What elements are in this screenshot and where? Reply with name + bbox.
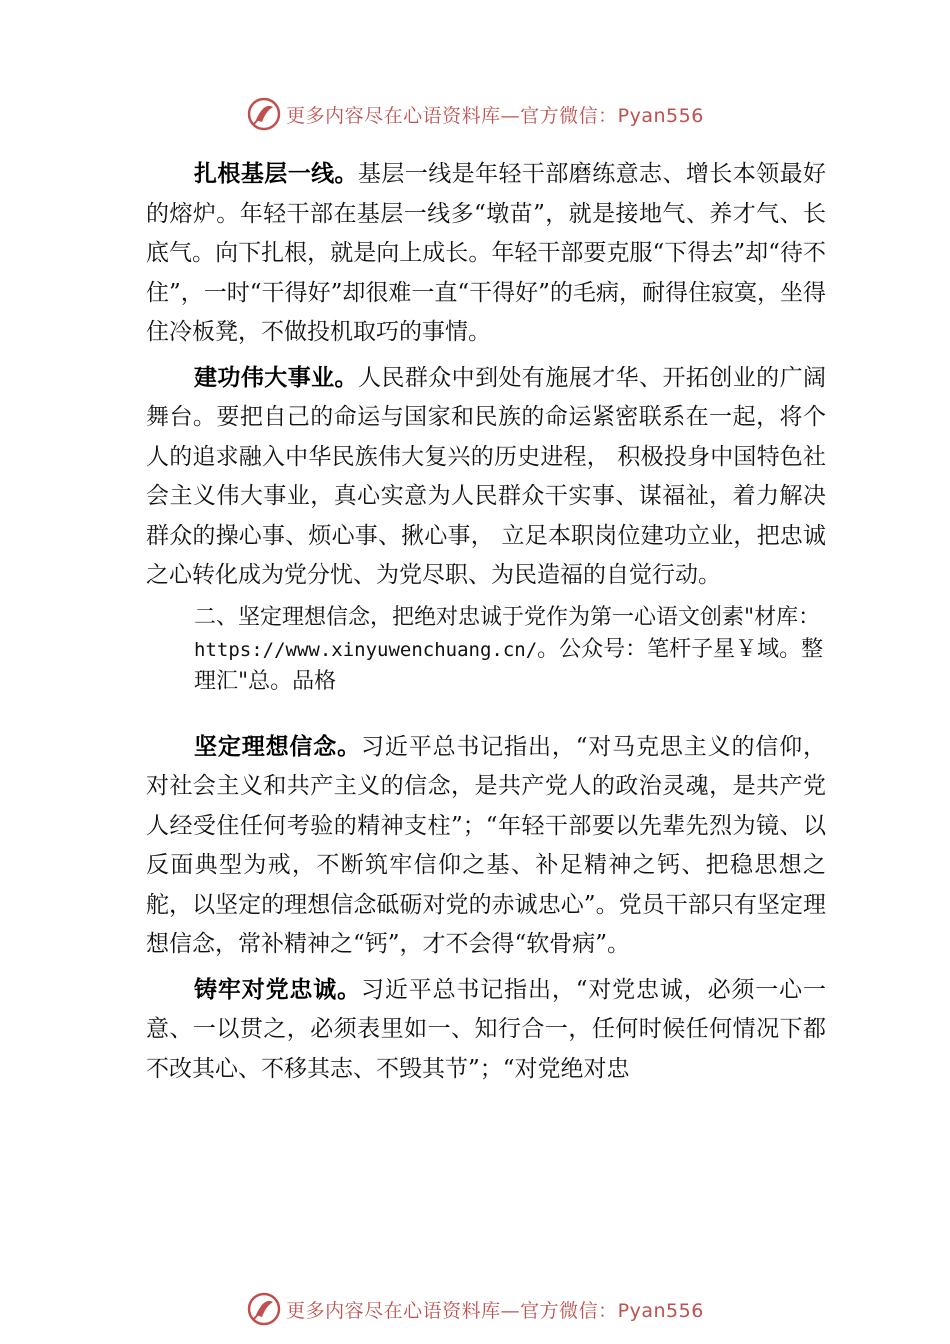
paragraph-text: 基层一线是年轻干部磨练意志、增长本领最好的熔炉。年轻干部在基层一线多“墩苗”，就是接地气、养才气、长底气。向下扎根，就是向上成长。年轻干部要克服“下得去”却“待不住”，一时“干得好”却很难一直“干得好”的毛病，耐得住寂寞，坐得住冷板凳，不做投机取巧的事情。 xyxy=(146,161,827,345)
banner-text: 更多内容尽在心语资料库—官方微信：Pyan556 xyxy=(286,104,704,127)
logo-icon xyxy=(246,96,282,132)
section-url: https://www.xinyuwenchuang.cn/ xyxy=(194,638,538,661)
paragraph-heading: 建功伟大事业。 xyxy=(194,364,358,391)
wechat-id: Pyan556 xyxy=(617,104,704,127)
header-banner xyxy=(0,92,950,136)
paragraph-text: 习近平总书记指出，“对马克思主义的信仰，对社会主义和共产主义的信念，是共产党人的政治灵魂，是共产党人经受住任何考验的精神支柱”；“年轻干部要以先辈先烈为镜、以反面典型为戒，不断筑牢信仰之基、补足精神之钙、把稳思想之舵，以坚定的理想信念砥砺对党的赤诚忠心”。党员干部只有坚定理想信念，常补精神之“钙”，才不会得“软骨病”。 xyxy=(146,733,827,957)
paragraph-text: 人民群众中到处有施展才华、开拓创业的广阔舞台。要把自己的命运与国家和民族的命运紧密联系在一起，将个人的追求融入中华民族伟大复兴的历史进程， 积极投身中国特色社会主义伟大事业，真心实意为人民群众干实事、谋福祉，着力解决群众的操心事、烦心事、揪心事， 立足本职岗位建功立业，把忠诚之心转化成为党分忧、为党尽职、为民造福的自觉行动。 xyxy=(146,364,827,588)
logo-icon xyxy=(246,1291,282,1327)
footer-banner xyxy=(0,1287,950,1331)
paragraph-heading: 铸牢对党忠诚。 xyxy=(194,976,361,1003)
wechat-id: Pyan556 xyxy=(617,1299,704,1322)
paragraph-heading: 坚定理想信念。 xyxy=(194,733,361,760)
banner-text: 更多内容尽在心语资料库—官方微信：Pyan556 xyxy=(286,1299,704,1322)
paragraph-text: 习近平总书记指出，“对党忠诚，必须一心一意、一以贯之，必须表里如一、知行合一，任何时候任何情况下都不改其心、不移其志、不毁其节”；“对党绝对忠 xyxy=(146,976,827,1082)
paragraph-heading: 扎根基层一线。 xyxy=(194,161,358,187)
section-heading: 二、坚定理想信念，把绝对忠诚于党作为第一心语文创素"材库：https://www.xinyuwenchuang.cn/。公众号：笔杆子星￥域。整理汇"总。品格 xyxy=(194,604,824,694)
document-body xyxy=(146,155,826,1095)
paragraph-ideals-beliefs xyxy=(146,728,826,965)
paragraph-great-cause xyxy=(146,359,826,596)
paragraph-root-grassroots xyxy=(146,155,826,353)
paragraph-loyalty xyxy=(146,971,826,1090)
